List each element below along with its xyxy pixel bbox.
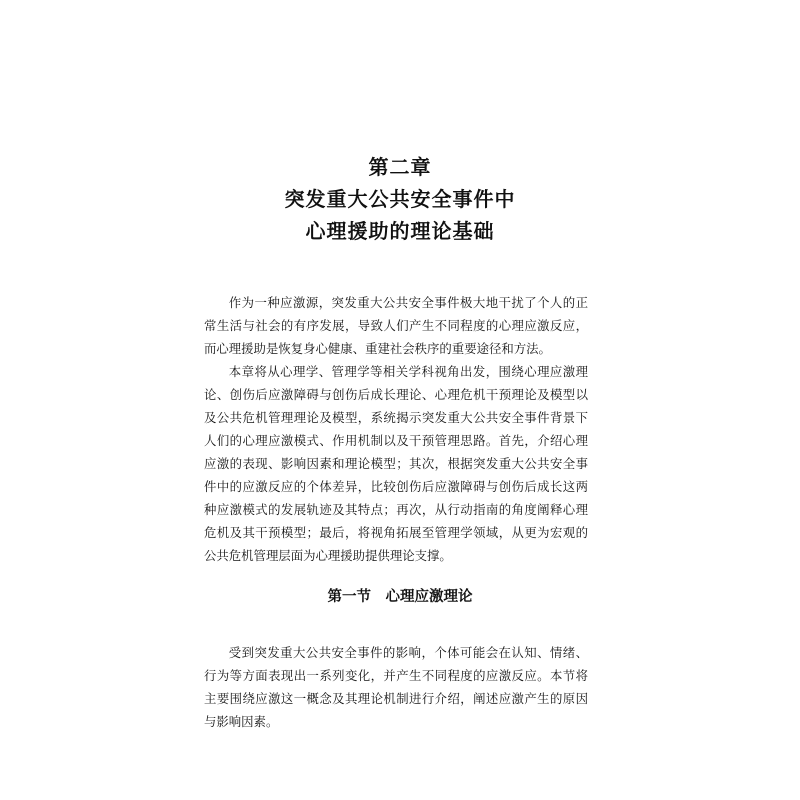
- intro-paragraph-1: 作为一种应激源，突发重大公共安全事件极大地干扰了个人的正常生活与社会的有序发展，导致人们产生不同程度的心理应激反应，而心理援助是恢复身心健康、重建社会秩序的重要途径和方法。: [204, 295, 588, 356]
- section-title: 第一节 心理应激理论: [327, 589, 473, 605]
- section-paragraph-1: 受到突发重大公共安全事件的影响，个体可能会在认知、情绪、行为等方面表现出一系列变化，并产生不同程度的应激反应。本节将主要围绕应激这一概念及其理论机制进行介绍，阐述应激产生的原因与影响因素。: [204, 645, 588, 729]
- chapter-title-line-1: 突发重大公共安全事件中: [284, 187, 516, 211]
- chapter-intro: [204, 291, 588, 567]
- chapter-heading: [0, 152, 800, 246]
- section-body: [204, 641, 588, 733]
- chapter-number: 第二章: [368, 155, 432, 179]
- intro-paragraph-2: 本章将从心理学、管理学等相关学科视角出发，围绕心理应激理论、创伤后应激障碍与创伤后成长理论、心理危机干预理论及模型以及公共危机管理理论及模型，系统揭示突发重大公共安全事件背景下人们的心理应激模式、作用机制以及干预管理思路。首先，介绍心理应激的表现、影响因素和理论模型；其次，根据突发重大公共安全事件中的应激反应的个体差异，比较创伤后应激障碍与创伤后成长这两种应激模式的发展轨迹及其特点；再次，从行动指南的角度阐释心理危机及其干预模型；最后，将视角拓展至管理学领域，从更为宏观的公共危机管理层面为心理援助提供理论支撑。: [204, 364, 588, 563]
- chapter-title-line-2: 心理援助的理论基础: [305, 219, 495, 243]
